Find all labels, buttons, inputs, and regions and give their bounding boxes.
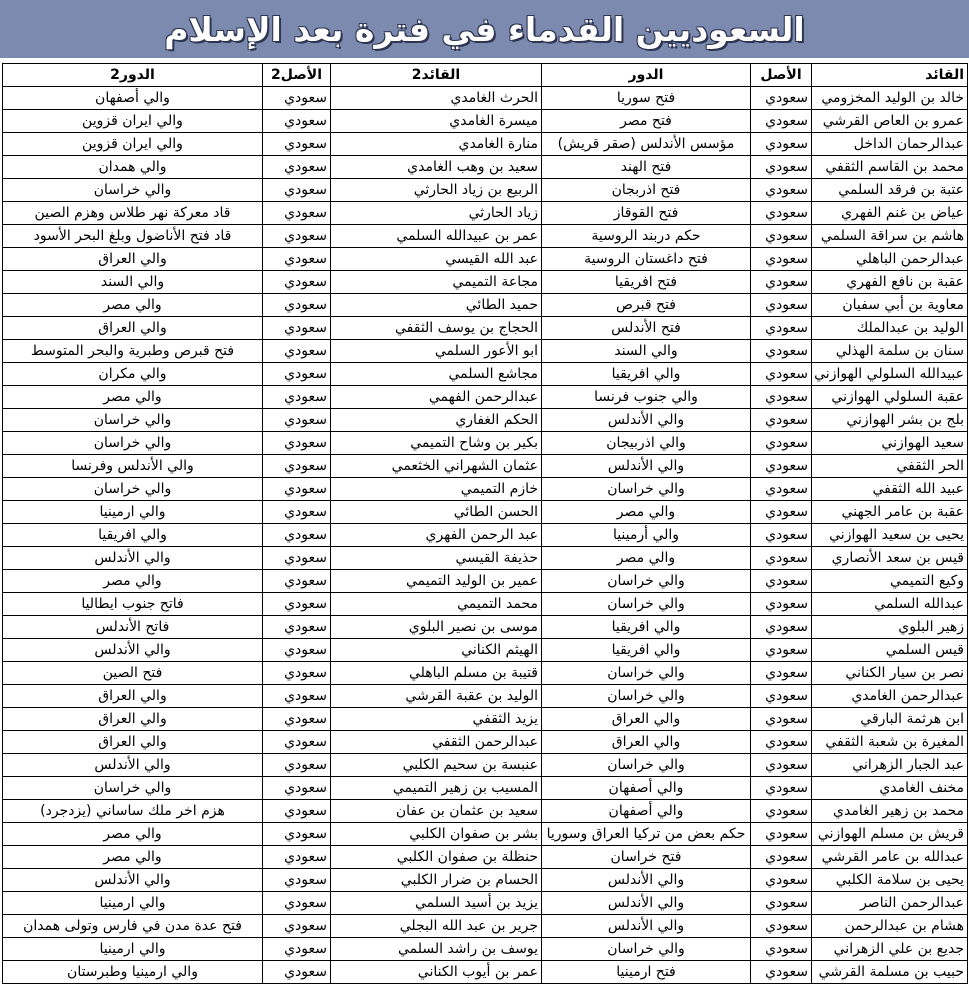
table-row xyxy=(3,639,968,662)
role-cell: والي خراسان xyxy=(542,754,751,777)
leader-cell: عبيدالله السلولي الهوازني xyxy=(812,363,968,386)
table-row xyxy=(3,87,968,110)
leader2-cell: زياد الحارثي xyxy=(331,202,542,225)
origin-cell: سعودي xyxy=(751,777,812,800)
origin2-cell: سعودي xyxy=(263,846,331,869)
origin-cell: سعودي xyxy=(751,938,812,961)
role2-cell: قاد فتح الأناضول وبلغ البحر الأسود xyxy=(3,225,263,248)
role-cell: والي الأندلس xyxy=(542,455,751,478)
leader-cell: عبدالرحمن الناصر xyxy=(812,892,968,915)
role2-cell: والي الأندلس xyxy=(3,869,263,892)
role2-cell: والي الأندلس وفرنسا xyxy=(3,455,263,478)
table-row xyxy=(3,938,968,961)
origin2-cell: سعودي xyxy=(263,777,331,800)
origin-cell: سعودي xyxy=(751,593,812,616)
origin-cell: سعودي xyxy=(751,616,812,639)
table-row xyxy=(3,823,968,846)
role-cell: والي افريقيا xyxy=(542,363,751,386)
role-cell: حكم دربند الروسية xyxy=(542,225,751,248)
leader2-cell: الحسن الطائي xyxy=(331,501,542,524)
origin2-cell: سعودي xyxy=(263,892,331,915)
header-origin: الأصل xyxy=(751,64,812,87)
leader-cell: محمد بن زهير الغامدي xyxy=(812,800,968,823)
leader2-cell: حميد الطائي xyxy=(331,294,542,317)
role-cell: فتح ارمينيا xyxy=(542,961,751,984)
leader2-cell: ابو الأعور السلمي xyxy=(331,340,542,363)
origin2-cell: سعودي xyxy=(263,87,331,110)
origin2-cell: سعودي xyxy=(263,248,331,271)
origin2-cell: سعودي xyxy=(263,547,331,570)
role-cell: فتح خراسان xyxy=(542,846,751,869)
role2-cell: والي ارمينيا وطبرستان xyxy=(3,961,263,984)
role2-cell: والي مصر xyxy=(3,823,263,846)
origin-cell: سعودي xyxy=(751,823,812,846)
table-row xyxy=(3,961,968,984)
origin2-cell: سعودي xyxy=(263,501,331,524)
table-row xyxy=(3,248,968,271)
origin2-cell: سعودي xyxy=(263,225,331,248)
role2-cell: هزم اخر ملك ساساني (يزدجرد) xyxy=(3,800,263,823)
table-row xyxy=(3,501,968,524)
leader-cell: سعيد الهوازني xyxy=(812,432,968,455)
role-cell: والي السند xyxy=(542,340,751,363)
table-row xyxy=(3,133,968,156)
origin2-cell: سعودي xyxy=(263,685,331,708)
leader2-cell: موسى بن نصير البلوي xyxy=(331,616,542,639)
role-cell: والي خراسان xyxy=(542,662,751,685)
origin-cell: سعودي xyxy=(751,547,812,570)
role-cell: فتح اذربجان xyxy=(542,179,751,202)
leader-cell: يحيى بن سلامة الكلبي xyxy=(812,869,968,892)
leader-cell: خالد بن الوليد المخزومي xyxy=(812,87,968,110)
origin-cell: سعودي xyxy=(751,731,812,754)
role2-cell: والي ايران قزوين xyxy=(3,110,263,133)
role-cell: والي افريقيا xyxy=(542,616,751,639)
origin-cell: سعودي xyxy=(751,340,812,363)
origin-cell: سعودي xyxy=(751,432,812,455)
origin-cell: سعودي xyxy=(751,662,812,685)
header-leader2: القائد2 xyxy=(331,64,542,87)
role2-cell: والي خراسان xyxy=(3,432,263,455)
leader2-cell: الوليد بن عقبة القرشي xyxy=(331,685,542,708)
leader-cell: هاشم بن سراقة السلمي xyxy=(812,225,968,248)
origin2-cell: سعودي xyxy=(263,179,331,202)
leader-cell: عبدالله بن عامر القرشي xyxy=(812,846,968,869)
table-row xyxy=(3,846,968,869)
page-title: السعوديين القدماء في فترة بعد الإسلام xyxy=(164,9,805,49)
role2-cell: والي خراسان xyxy=(3,179,263,202)
role-cell: والي اذربيجان xyxy=(542,432,751,455)
role-cell: والي افريقيا xyxy=(542,639,751,662)
origin2-cell: سعودي xyxy=(263,317,331,340)
role-cell: حكم بعض من تركيا العراق وسوريا xyxy=(542,823,751,846)
role-cell: فتح قبرص xyxy=(542,294,751,317)
origin2-cell: سعودي xyxy=(263,455,331,478)
origin2-cell: سعودي xyxy=(263,938,331,961)
leader2-cell: يزيد الثقفي xyxy=(331,708,542,731)
role-cell: والي خراسان xyxy=(542,685,751,708)
role2-cell: والي ارمينيا xyxy=(3,892,263,915)
origin2-cell: سعودي xyxy=(263,869,331,892)
role-cell: والي خراسان xyxy=(542,570,751,593)
table-row xyxy=(3,777,968,800)
leader-cell: وكيع التميمي xyxy=(812,570,968,593)
origin-cell: سعودي xyxy=(751,754,812,777)
origin-cell: سعودي xyxy=(751,386,812,409)
table-row xyxy=(3,708,968,731)
table-row xyxy=(3,570,968,593)
origin-cell: سعودي xyxy=(751,294,812,317)
leader-cell: عقبة بن نافع الفهري xyxy=(812,271,968,294)
origin-cell: سعودي xyxy=(751,524,812,547)
leader2-cell: عمر بن أيوب الكناني xyxy=(331,961,542,984)
table-row xyxy=(3,593,968,616)
role-cell: والي الأندلس xyxy=(542,409,751,432)
role2-cell: والي مصر xyxy=(3,386,263,409)
role2-cell: والي العراق xyxy=(3,708,263,731)
origin2-cell: سعودي xyxy=(263,363,331,386)
leader2-cell: الحكم الغفاري xyxy=(331,409,542,432)
role-cell: والي جنوب فرنسا xyxy=(542,386,751,409)
origin-cell: سعودي xyxy=(751,685,812,708)
leader-cell: قريش بن مسلم الهوازني xyxy=(812,823,968,846)
leader2-cell: عبدالرحمن الفهمي xyxy=(331,386,542,409)
role2-cell: فتح قبرص وطبرية والبحر المتوسط xyxy=(3,340,263,363)
origin2-cell: سعودي xyxy=(263,961,331,984)
leader-cell: عقبة بن عامر الجهني xyxy=(812,501,968,524)
leader2-cell: عبدالرحمن الثقفي xyxy=(331,731,542,754)
origin-cell: سعودي xyxy=(751,708,812,731)
leader-cell: زهير البلوي xyxy=(812,616,968,639)
origin-cell: سعودي xyxy=(751,570,812,593)
leader2-cell: حنظلة بن صفوان الكلبي xyxy=(331,846,542,869)
leader2-cell: حذيفة القيسي xyxy=(331,547,542,570)
origin-cell: سعودي xyxy=(751,317,812,340)
leader-cell: عبدالرحمن الباهلي xyxy=(812,248,968,271)
leader2-cell: بشر بن صفوان الكلبي xyxy=(331,823,542,846)
role-cell: والي خراسان xyxy=(542,593,751,616)
leader2-cell: الحجاج بن يوسف الثقفي xyxy=(331,317,542,340)
leader-cell: قيس السلمي xyxy=(812,639,968,662)
role2-cell: والي مصر xyxy=(3,846,263,869)
origin2-cell: سعودي xyxy=(263,294,331,317)
leader2-cell: مجاشع السلمي xyxy=(331,363,542,386)
leader-cell: عتبة بن فرقد السلمي xyxy=(812,179,968,202)
table-row xyxy=(3,915,968,938)
origin-cell: سعودي xyxy=(751,639,812,662)
leader-cell: الوليد بن عبدالملك xyxy=(812,317,968,340)
origin2-cell: سعودي xyxy=(263,478,331,501)
origin2-cell: سعودي xyxy=(263,662,331,685)
origin2-cell: سعودي xyxy=(263,570,331,593)
role2-cell: والي السند xyxy=(3,271,263,294)
table-row xyxy=(3,317,968,340)
role2-cell: والي همدان xyxy=(3,156,263,179)
table-row xyxy=(3,110,968,133)
role2-cell: فاتح جنوب ايطاليا xyxy=(3,593,263,616)
title-banner xyxy=(0,0,969,58)
role2-cell: والي الأندلس xyxy=(3,754,263,777)
leader2-cell: بكير بن وشاح التميمي xyxy=(331,432,542,455)
table-row xyxy=(3,294,968,317)
origin2-cell: سعودي xyxy=(263,156,331,179)
table-row xyxy=(3,869,968,892)
origin2-cell: سعودي xyxy=(263,386,331,409)
role-cell: والي أرمينيا xyxy=(542,524,751,547)
leader2-cell: الهيثم الكناني xyxy=(331,639,542,662)
leader2-cell: المسيب بن زهير التميمي xyxy=(331,777,542,800)
role2-cell: والي مكران xyxy=(3,363,263,386)
leader-cell: هشام بن عبدالرحمن xyxy=(812,915,968,938)
header-leader: القائد xyxy=(812,64,968,87)
origin2-cell: سعودي xyxy=(263,340,331,363)
role-cell: والي العراق xyxy=(542,731,751,754)
role-cell: فتح سوريا xyxy=(542,87,751,110)
role-cell: والي أصفهان xyxy=(542,800,751,823)
origin2-cell: سعودي xyxy=(263,915,331,938)
role2-cell: فتح الصين xyxy=(3,662,263,685)
origin-cell: سعودي xyxy=(751,363,812,386)
leader2-cell: الحسام بن ضرار الكلبي xyxy=(331,869,542,892)
table-row xyxy=(3,363,968,386)
role-cell: والي خراسان xyxy=(542,938,751,961)
leader-cell: عمرو بن العاص القرشي xyxy=(812,110,968,133)
leader2-cell: ميسرة الغامدي xyxy=(331,110,542,133)
leader-cell: ابن هرثمة البارقي xyxy=(812,708,968,731)
leader2-cell: عبد الرحمن الفهري xyxy=(331,524,542,547)
role-cell: فتح الهند xyxy=(542,156,751,179)
role2-cell: والي العراق xyxy=(3,731,263,754)
role2-cell: والي العراق xyxy=(3,317,263,340)
role2-cell: والي مصر xyxy=(3,570,263,593)
table-row xyxy=(3,340,968,363)
table-row xyxy=(3,202,968,225)
table-row xyxy=(3,455,968,478)
origin-cell: سعودي xyxy=(751,869,812,892)
leader-cell: عقبة السلولي الهوازني xyxy=(812,386,968,409)
origin2-cell: سعودي xyxy=(263,110,331,133)
table-body xyxy=(3,87,968,984)
leader2-cell: يوسف بن راشد السلمي xyxy=(331,938,542,961)
header-role2: الدور2 xyxy=(3,64,263,87)
leader-cell: عبيد الله الثقفي xyxy=(812,478,968,501)
role2-cell: والي ارمينيا xyxy=(3,938,263,961)
leader-cell: يحيى بن سعيد الهوازني xyxy=(812,524,968,547)
origin2-cell: سعودي xyxy=(263,639,331,662)
table-row xyxy=(3,800,968,823)
leader-cell: عبدالرحمان الداخل xyxy=(812,133,968,156)
leader2-cell: سعيد بن وهب الغامدي xyxy=(331,156,542,179)
origin-cell: سعودي xyxy=(751,110,812,133)
role-cell: والي مصر xyxy=(542,547,751,570)
role2-cell: قاد معركة نهر طلاس وهزم الصين xyxy=(3,202,263,225)
role-cell: والي خراسان xyxy=(542,478,751,501)
leader-cell: المغيرة بن شعبة الثقفي xyxy=(812,731,968,754)
table-row xyxy=(3,271,968,294)
leader2-cell: الحرث الغامدي xyxy=(331,87,542,110)
origin-cell: سعودي xyxy=(751,892,812,915)
origin2-cell: سعودي xyxy=(263,524,331,547)
role2-cell: والي العراق xyxy=(3,685,263,708)
role-cell: فتح داغستان الروسية xyxy=(542,248,751,271)
leader-cell: مخنف الغامدي xyxy=(812,777,968,800)
table-row xyxy=(3,409,968,432)
origin2-cell: سعودي xyxy=(263,432,331,455)
role-cell: فتح الأندلس xyxy=(542,317,751,340)
leader-cell: قيس بن سعد الأنصاري xyxy=(812,547,968,570)
leader-cell: بلج بن بشر الهوازني xyxy=(812,409,968,432)
leader2-cell: يزيد بن أسيد السلمي xyxy=(331,892,542,915)
leader2-cell: عثمان الشهراني الخثعمي xyxy=(331,455,542,478)
role2-cell: والي ايران قزوين xyxy=(3,133,263,156)
table-row xyxy=(3,432,968,455)
role-cell: والي الأندلس xyxy=(542,915,751,938)
role-cell: فتح مصر xyxy=(542,110,751,133)
leader-cell: الحر الثقفي xyxy=(812,455,968,478)
origin2-cell: سعودي xyxy=(263,202,331,225)
origin2-cell: سعودي xyxy=(263,708,331,731)
leader-cell: عبدالله السلمي xyxy=(812,593,968,616)
origin-cell: سعودي xyxy=(751,409,812,432)
role-cell: والي مصر xyxy=(542,501,751,524)
leader2-cell: الربيع بن زياد الحارثي xyxy=(331,179,542,202)
origin2-cell: سعودي xyxy=(263,409,331,432)
role2-cell: والي ارمينيا xyxy=(3,501,263,524)
role2-cell: والي العراق xyxy=(3,248,263,271)
role-cell: فتح افريقيا xyxy=(542,271,751,294)
role-cell: والي الأندلس xyxy=(542,892,751,915)
leader-cell: حبيب بن مسلمة القرشي xyxy=(812,961,968,984)
role2-cell: والي مصر xyxy=(3,294,263,317)
table-header-row xyxy=(3,64,968,87)
table-row xyxy=(3,179,968,202)
origin2-cell: سعودي xyxy=(263,593,331,616)
leader2-cell: قتيبة بن مسلم الباهلي xyxy=(331,662,542,685)
header-role: الدور xyxy=(542,64,751,87)
leader-cell: عياض بن غنم الفهري xyxy=(812,202,968,225)
role2-cell: والي خراسان xyxy=(3,478,263,501)
leader-cell: سنان بن سلمة الهذلي xyxy=(812,340,968,363)
leader2-cell: خازم التميمي xyxy=(331,478,542,501)
leader2-cell: عنبسة بن سحيم الكلبي xyxy=(331,754,542,777)
origin-cell: سعودي xyxy=(751,202,812,225)
origin-cell: سعودي xyxy=(751,271,812,294)
origin-cell: سعودي xyxy=(751,501,812,524)
leader2-cell: عمر بن عبيدالله السلمي xyxy=(331,225,542,248)
table-row xyxy=(3,225,968,248)
origin-cell: سعودي xyxy=(751,248,812,271)
table-row xyxy=(3,616,968,639)
table-row xyxy=(3,156,968,179)
origin2-cell: سعودي xyxy=(263,754,331,777)
table-row xyxy=(3,662,968,685)
origin-cell: سعودي xyxy=(751,179,812,202)
leader-cell: عبدالرحمن الغامدي xyxy=(812,685,968,708)
role-cell: والي العراق xyxy=(542,708,751,731)
leader2-cell: مجاعة التميمي xyxy=(331,271,542,294)
table-row xyxy=(3,547,968,570)
origin2-cell: سعودي xyxy=(263,823,331,846)
role2-cell: والي الأندلس xyxy=(3,547,263,570)
leader-cell: نصر بن سيار الكناني xyxy=(812,662,968,685)
role2-cell: والي أصفهان xyxy=(3,87,263,110)
origin2-cell: سعودي xyxy=(263,800,331,823)
origin-cell: سعودي xyxy=(751,133,812,156)
origin-cell: سعودي xyxy=(751,156,812,179)
header-origin2: الأصل2 xyxy=(263,64,331,87)
origin-cell: سعودي xyxy=(751,225,812,248)
leader2-cell: منارة الغامدي xyxy=(331,133,542,156)
origin2-cell: سعودي xyxy=(263,616,331,639)
leaders-table xyxy=(2,63,968,984)
role-cell: والي الأندلس xyxy=(542,869,751,892)
origin-cell: سعودي xyxy=(751,961,812,984)
table-row xyxy=(3,524,968,547)
role2-cell: والي افريقيا xyxy=(3,524,263,547)
origin2-cell: سعودي xyxy=(263,731,331,754)
table-row xyxy=(3,731,968,754)
origin-cell: سعودي xyxy=(751,87,812,110)
role-cell: مؤسس الأندلس (صقر قريش) xyxy=(542,133,751,156)
role-cell: فتح القوقاز xyxy=(542,202,751,225)
leader2-cell: محمد التميمي xyxy=(331,593,542,616)
role2-cell: فتح عدة مدن في فارس وتولى همدان xyxy=(3,915,263,938)
origin2-cell: سعودي xyxy=(263,133,331,156)
table-row xyxy=(3,386,968,409)
role-cell: والي أصفهان xyxy=(542,777,751,800)
role2-cell: والي خراسان xyxy=(3,777,263,800)
leader-cell: جديع بن علي الزهراني xyxy=(812,938,968,961)
leader2-cell: عمير بن الوليد التميمي xyxy=(331,570,542,593)
leader2-cell: سعيد بن عثمان بن عفان xyxy=(331,800,542,823)
role2-cell: والي الأندلس xyxy=(3,639,263,662)
table-row xyxy=(3,892,968,915)
leader2-cell: جرير بن عبد الله البجلي xyxy=(331,915,542,938)
leader-cell: عبد الجبار الزهراني xyxy=(812,754,968,777)
origin2-cell: سعودي xyxy=(263,271,331,294)
table-row xyxy=(3,685,968,708)
origin-cell: سعودي xyxy=(751,455,812,478)
origin-cell: سعودي xyxy=(751,800,812,823)
origin-cell: سعودي xyxy=(751,915,812,938)
origin-cell: سعودي xyxy=(751,478,812,501)
table-row xyxy=(3,754,968,777)
role2-cell: فاتح الأندلس xyxy=(3,616,263,639)
leader2-cell: عبد الله القيسي xyxy=(331,248,542,271)
role2-cell: والي خراسان xyxy=(3,409,263,432)
leader-cell: معاوية بن أبي سفيان xyxy=(812,294,968,317)
origin-cell: سعودي xyxy=(751,846,812,869)
table-row xyxy=(3,478,968,501)
leader-cell: محمد بن القاسم الثقفي xyxy=(812,156,968,179)
